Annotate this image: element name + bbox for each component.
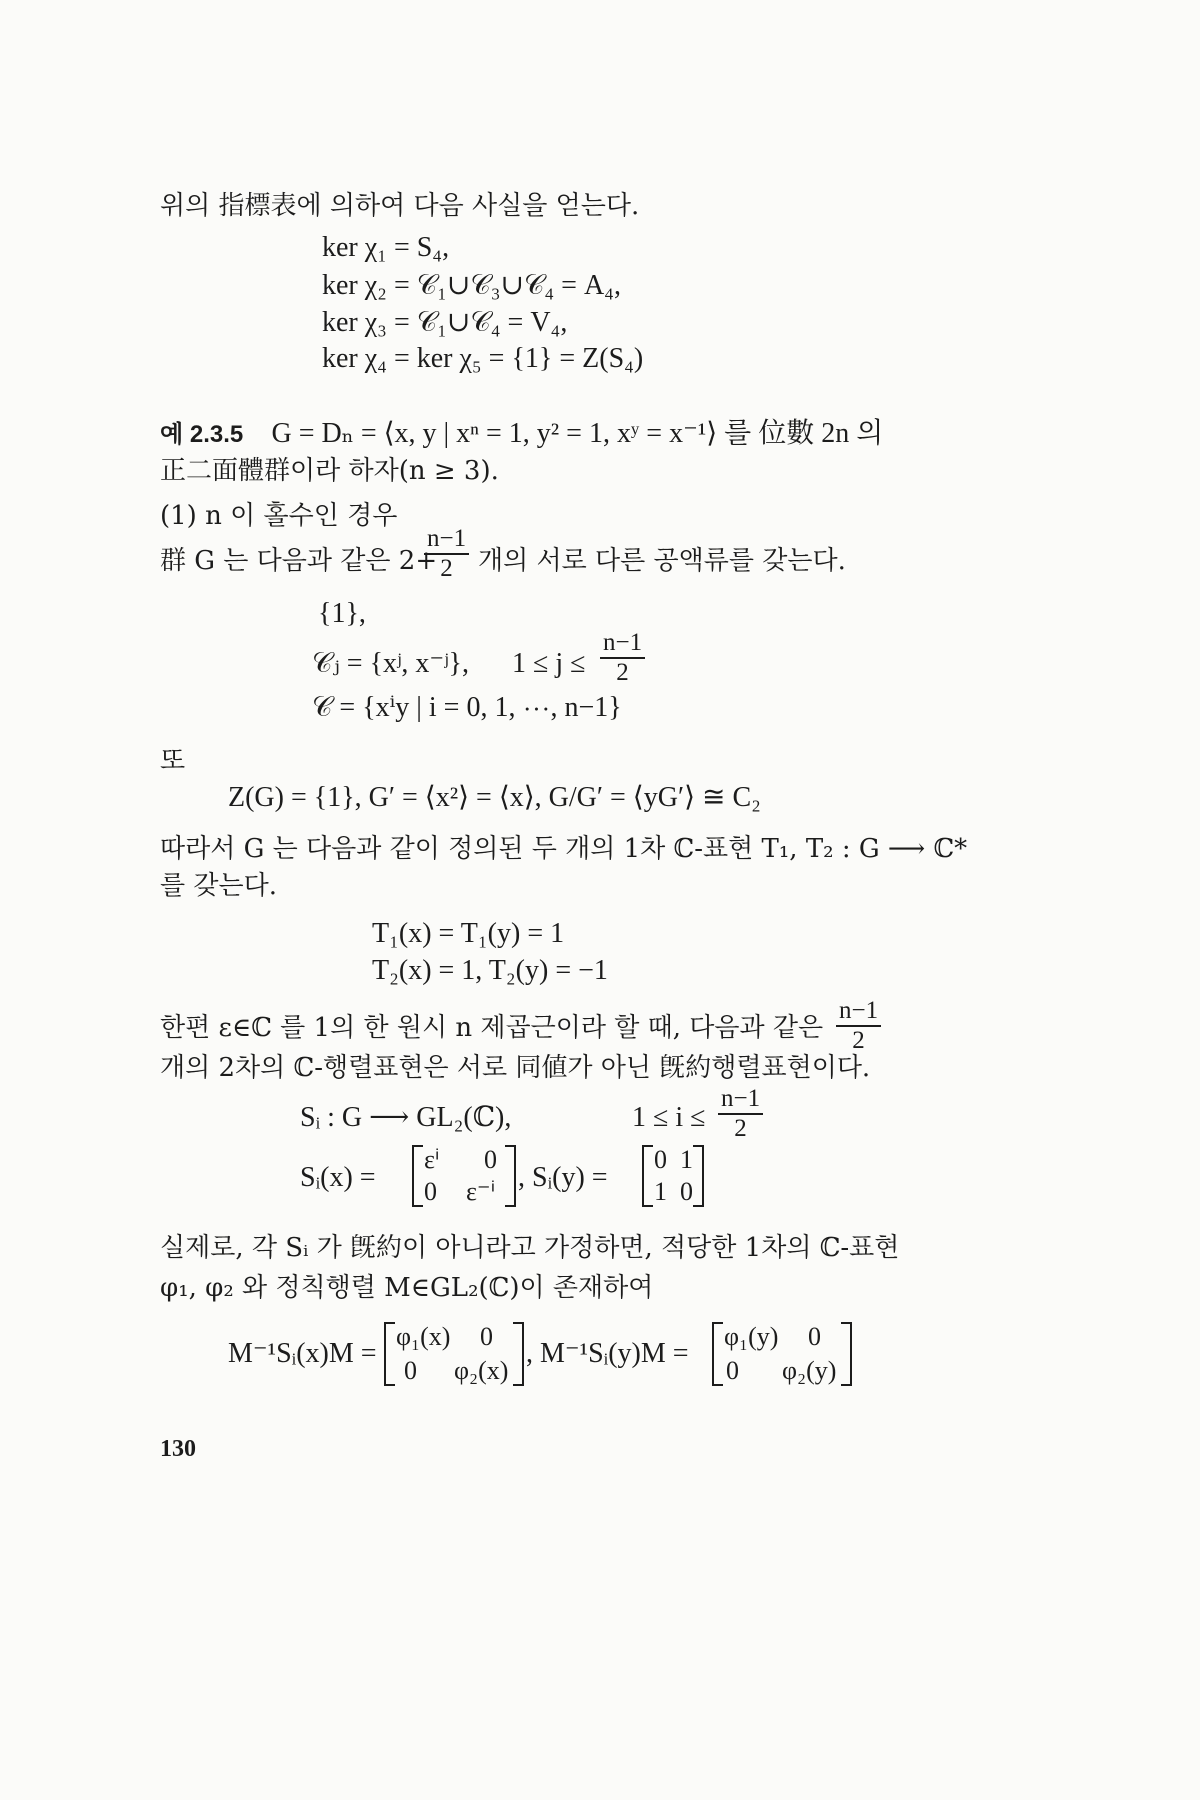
fraction-numerator: n−1 bbox=[603, 629, 643, 656]
thus-line-1: 따라서 G 는 다음과 같이 정의된 두 개의 1차 ℂ-표현 T₁, T₂ : G ⟶ ℂ* bbox=[160, 834, 968, 864]
class-count-fraction bbox=[424, 526, 469, 582]
example-label: 예 2.3.5 bbox=[160, 421, 244, 448]
rep-t1: T₁(x) = T₁(y) = 1 bbox=[372, 918, 565, 949]
conj-x-matrix bbox=[384, 1322, 524, 1386]
center-commutator-line: Z(G) = {1}, G′ = ⟨x²⟩ = ⟨x⟩, G/G′ = ⟨yG′⟩ ≅ C₂ bbox=[228, 782, 761, 813]
right-bracket bbox=[841, 1322, 852, 1386]
matrix-cell: 0 bbox=[808, 1322, 821, 1351]
class-rotation-range: 1 ≤ j ≤ bbox=[512, 648, 586, 679]
example-heading bbox=[160, 418, 883, 451]
fraction-denominator: 2 bbox=[734, 1115, 747, 1142]
matrix-cell: 0 bbox=[680, 1177, 693, 1206]
fraction-denominator: 2 bbox=[440, 555, 453, 582]
conj-y-matrix bbox=[712, 1322, 852, 1386]
example-definition: G = Dₙ = ⟨x, y | xⁿ = 1, y² = 1, xʸ = x⁻¹⟩ 를 位數 2n 의 bbox=[271, 418, 884, 449]
thus-line-2: 를 갖는다. bbox=[160, 871, 277, 901]
para-line-1: 한편 ε∈ℂ 를 1의 한 원시 n 제곱근이라 할 때, 다음과 같은 bbox=[160, 1013, 824, 1043]
para-line-4: φ₁, φ₂ 와 정칙행렬 M∈GL₂(ℂ)이 존재하여 bbox=[160, 1273, 654, 1303]
matrix-cell: 0 bbox=[726, 1356, 739, 1385]
intro-text: 위의 指標表에 의하여 다음 사실을 얻는다. bbox=[160, 191, 640, 221]
class-identity: {1}, bbox=[318, 598, 366, 629]
si-x-label: Sᵢ(x) = bbox=[300, 1162, 376, 1193]
matrix-cell: 0 bbox=[480, 1322, 493, 1351]
si-range-fraction bbox=[718, 1086, 763, 1142]
fraction-denominator: 2 bbox=[852, 1027, 865, 1054]
si-range: 1 ≤ i ≤ bbox=[632, 1102, 706, 1133]
left-bracket bbox=[712, 1322, 723, 1386]
matrix-cell: ε⁻ⁱ bbox=[466, 1177, 496, 1206]
fraction-numerator: n−1 bbox=[839, 997, 879, 1024]
class-reflection: 𝒞 = {xⁱy | i = 0, 1, ⋯, n−1} bbox=[312, 692, 622, 723]
si-map: Sᵢ : G ⟶ GL₂(ℂ), bbox=[300, 1102, 512, 1133]
matrix-cell: 0 bbox=[424, 1177, 437, 1206]
example-definition-cont: 正二面體群이라 하자(n ≥ 3). bbox=[160, 456, 499, 486]
matrix-cell: φ₁(y) bbox=[724, 1322, 779, 1351]
kernel-line-3: ker χ₃ = 𝒞₁∪𝒞₄ = V₄, bbox=[322, 307, 568, 338]
left-bracket bbox=[384, 1322, 395, 1386]
left-bracket bbox=[412, 1145, 423, 1207]
si-x-matrix bbox=[412, 1145, 516, 1207]
matrix-cell: εⁱ bbox=[424, 1145, 440, 1174]
class-range-fraction bbox=[600, 630, 645, 686]
conj-y-label: , M⁻¹Sᵢ(y)M = bbox=[526, 1338, 689, 1369]
kernel-line-1: ker χ₁ = S₄, bbox=[322, 232, 450, 263]
class-rotation: 𝒞ⱼ = {xʲ, x⁻ʲ}, bbox=[312, 648, 469, 679]
fraction-numerator: n−1 bbox=[427, 525, 467, 552]
para-line-2: 개의 2차의 ℂ-행렬표현은 서로 同値가 아닌 旣約행렬표현이다. bbox=[160, 1053, 871, 1083]
right-bracket bbox=[693, 1145, 704, 1207]
para-line-3: 실제로, 각 Sᵢ 가 旣約이 아니라고 가정하면, 적당한 1차의 ℂ-표현 bbox=[160, 1233, 900, 1263]
fraction-numerator: n−1 bbox=[721, 1085, 761, 1112]
also-word: 또 bbox=[160, 746, 186, 776]
right-bracket bbox=[505, 1145, 516, 1207]
matrix-cell: 0 bbox=[654, 1145, 667, 1174]
si-y-label: , Sᵢ(y) = bbox=[518, 1162, 608, 1193]
kernel-line-2: ker χ₂ = 𝒞₁∪𝒞₃∪𝒞₄ = A₄, bbox=[322, 270, 621, 301]
page-number: 130 bbox=[160, 1436, 196, 1462]
fraction-denominator: 2 bbox=[616, 659, 629, 686]
conj-x-label: M⁻¹Sᵢ(x)M = bbox=[228, 1338, 377, 1369]
rep-count-fraction bbox=[836, 998, 881, 1054]
matrix-cell: 0 bbox=[484, 1145, 497, 1174]
case-line-b: 개의 서로 다른 공액류를 갖는다. bbox=[478, 546, 846, 576]
matrix-cell: 1 bbox=[654, 1177, 667, 1206]
case-line-a: 群 G 는 다음과 같은 2+ bbox=[160, 546, 438, 576]
right-bracket bbox=[513, 1322, 524, 1386]
left-bracket bbox=[642, 1145, 653, 1207]
matrix-cell: φ₂(x) bbox=[454, 1356, 509, 1385]
kernel-line-4: ker χ₄ = ker χ₅ = {1} = Z(S₄) bbox=[322, 343, 644, 374]
matrix-cell: φ₁(x) bbox=[396, 1322, 451, 1351]
matrix-cell: 0 bbox=[404, 1356, 417, 1385]
matrix-cell: φ₂(y) bbox=[782, 1356, 837, 1385]
si-y-matrix bbox=[642, 1145, 704, 1207]
case-title: (1) n 이 홀수인 경우 bbox=[160, 501, 398, 531]
rep-t2: T₂(x) = 1, T₂(y) = −1 bbox=[372, 955, 608, 986]
matrix-cell: 1 bbox=[680, 1145, 693, 1174]
